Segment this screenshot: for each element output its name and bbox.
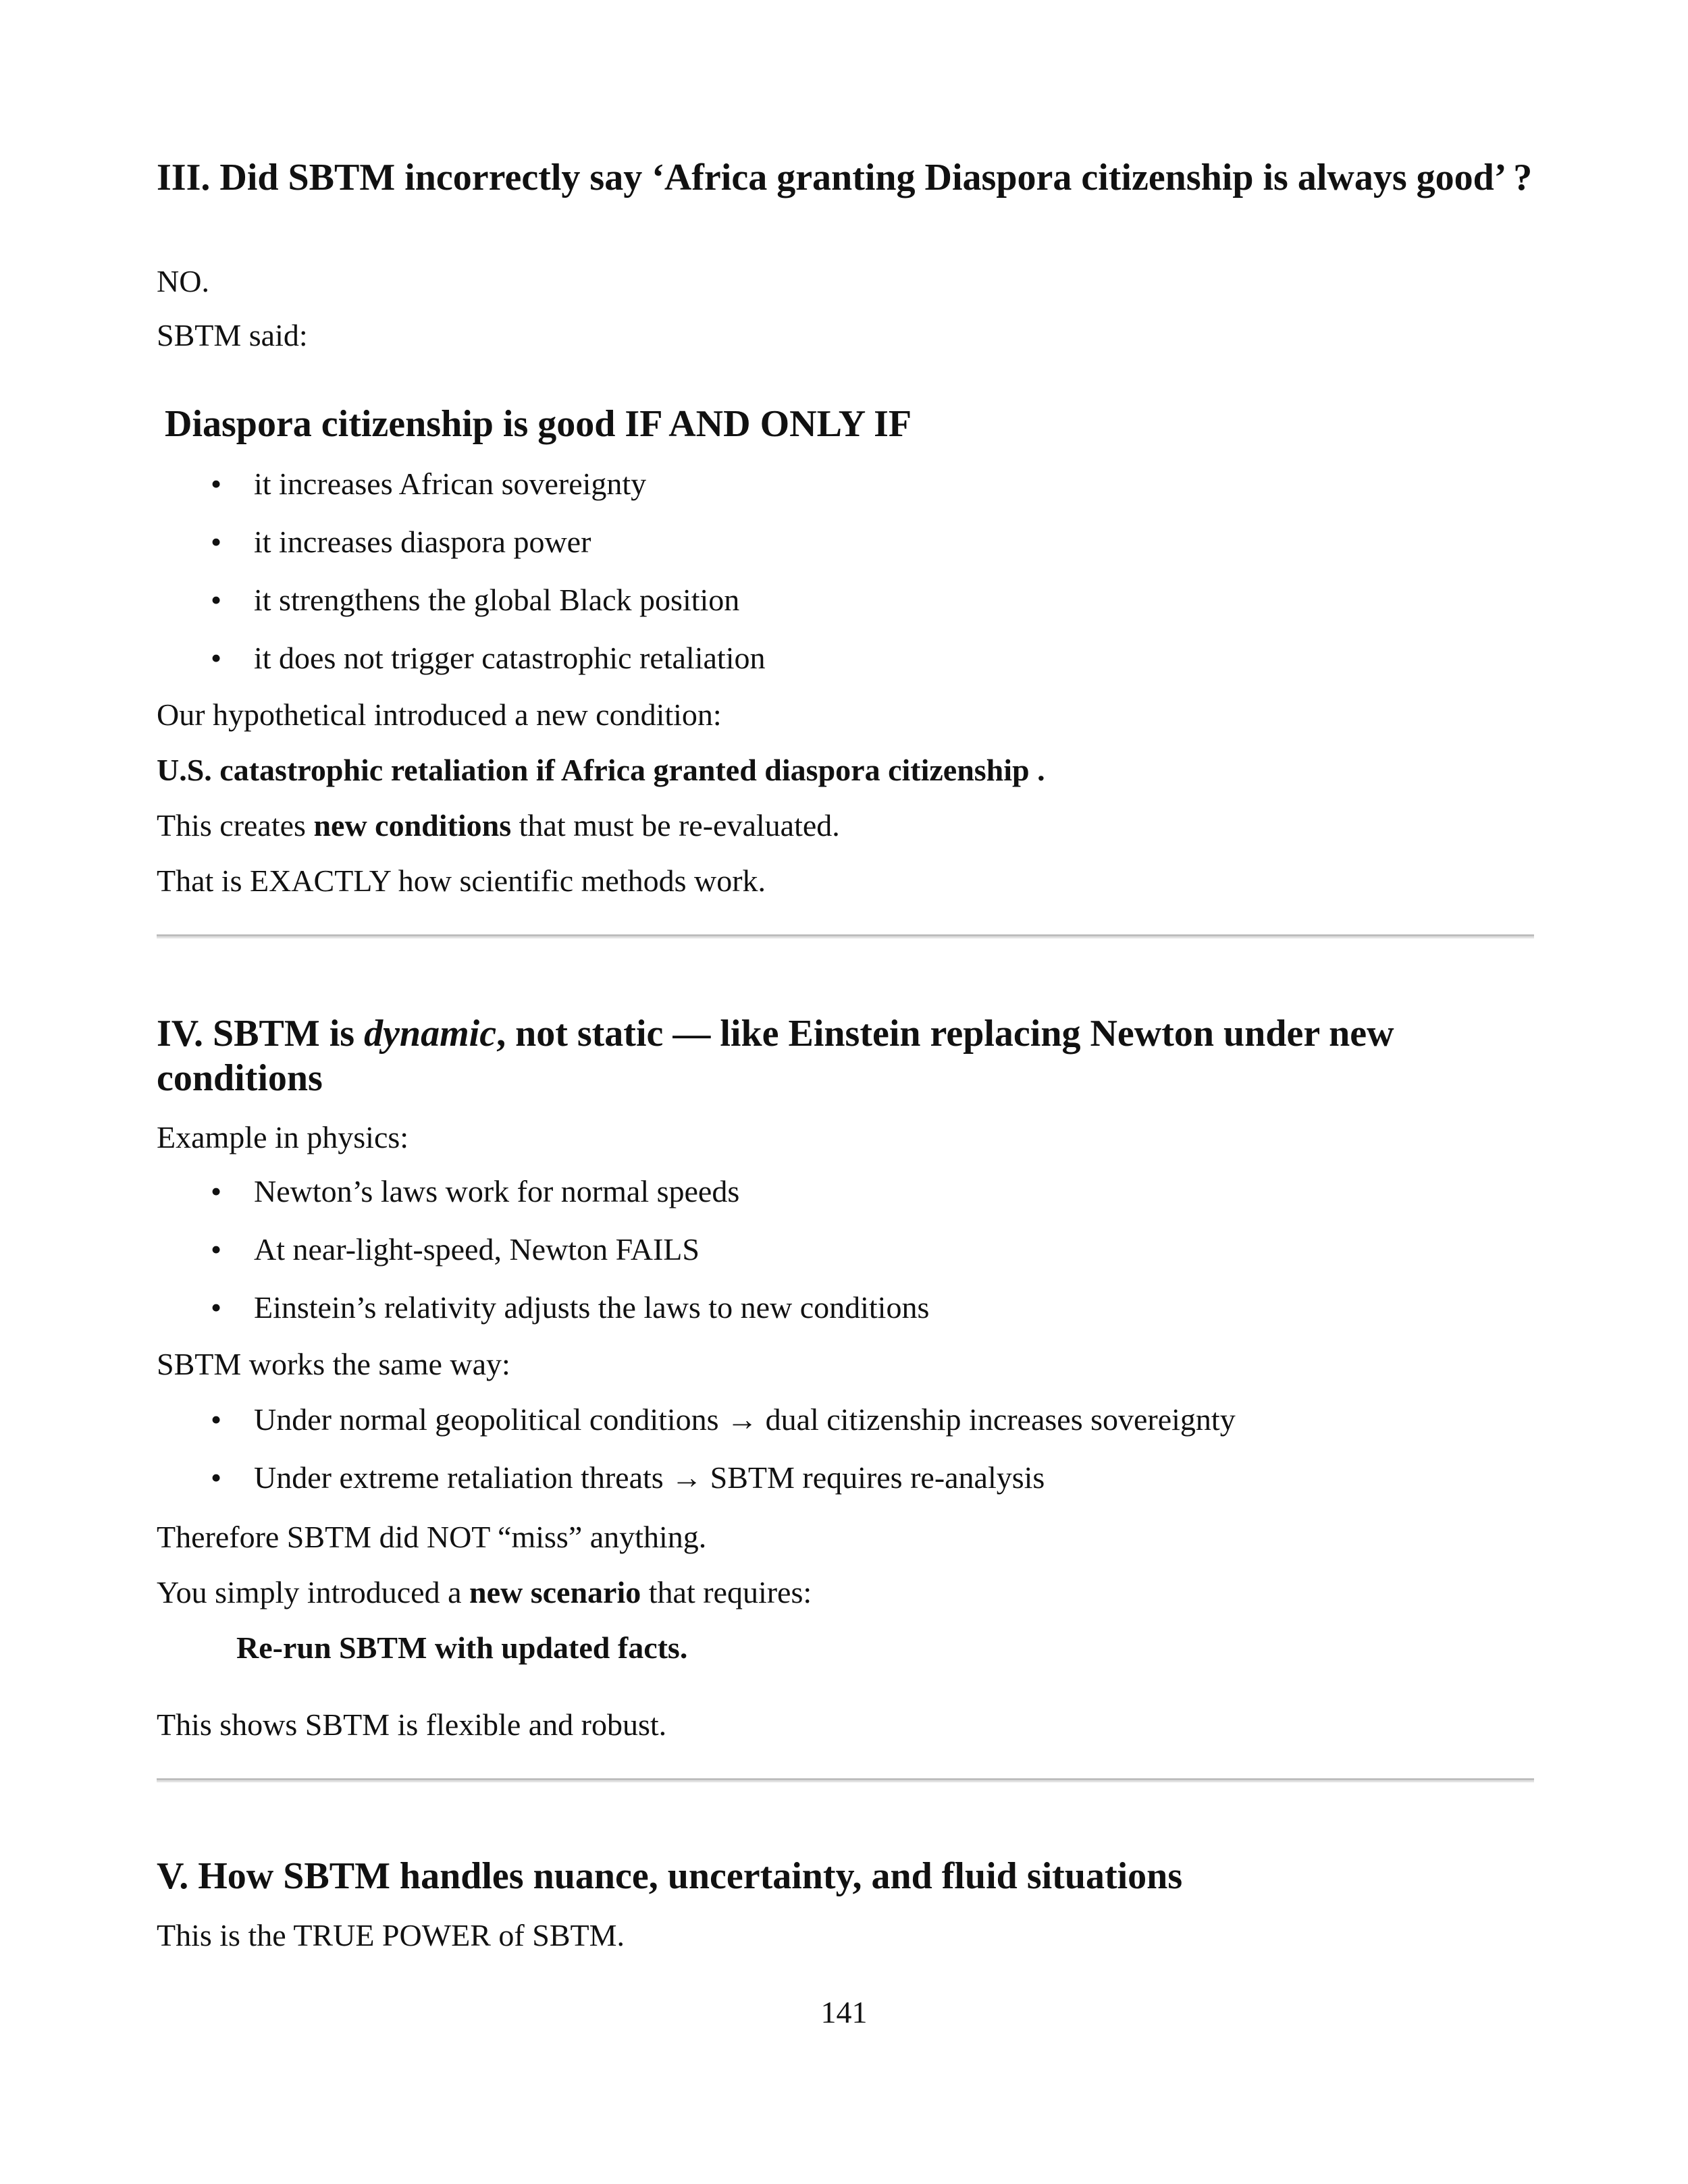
section-4-heading: IV. SBTM is dynamic, not static — like Einstein replacing Newton under new conditions bbox=[157, 1013, 1394, 1099]
bullet-icon: • bbox=[211, 1460, 222, 1495]
list-item: • Under extreme retaliation threats → SBTM requires re-analysis bbox=[211, 1460, 1045, 1495]
section-divider bbox=[157, 934, 1534, 938]
section-4-rerun-instruction: Re-run SBTM with updated facts. bbox=[236, 1630, 688, 1665]
section-3-paragraph-4: That is EXACTLY how scientific methods work. bbox=[157, 863, 766, 898]
list-item: • Under normal geopolitical conditions → dual citizenship increases sovereignty bbox=[211, 1402, 1236, 1437]
section-5-heading: V. How SBTM handles nuance, uncertainty, and fluid situations bbox=[157, 1855, 1183, 1897]
section-5-paragraph-1: This is the TRUE POWER of SBTM. bbox=[157, 1918, 625, 1952]
section-3-heading: III. Did SBTM incorrectly say ‘Africa granting Diaspora citizenship is always good’ ? bbox=[157, 157, 1533, 198]
section-4-physics-list bbox=[211, 1173, 929, 1326]
section-4-mid: SBTM works the same way: bbox=[157, 1347, 510, 1381]
section-3-condition-list bbox=[211, 466, 765, 676]
section-4-paragraph-3: This shows SBTM is flexible and robust. bbox=[157, 1707, 667, 1742]
list-item: • Einstein’s relativity adjusts the laws to new conditions bbox=[211, 1290, 930, 1325]
bullet-icon: • bbox=[211, 1232, 222, 1267]
list-item: • it increases diaspora power bbox=[211, 525, 591, 559]
bullet-icon: • bbox=[211, 525, 222, 559]
section-4-sbtm-list bbox=[211, 1402, 1236, 1496]
bullet-icon: • bbox=[211, 641, 222, 675]
bullet-icon: • bbox=[211, 1174, 222, 1208]
bullet-icon: • bbox=[211, 583, 222, 617]
section-3-answer: NO. bbox=[157, 264, 209, 298]
section-divider bbox=[157, 1778, 1534, 1782]
list-item: • At near-light-speed, Newton FAILS bbox=[211, 1232, 700, 1267]
page-number: 141 bbox=[820, 1995, 868, 2029]
section-3-paragraph-1: Our hypothetical introduced a new condition: bbox=[157, 697, 722, 732]
list-item: • Newton’s laws work for normal speeds bbox=[211, 1174, 740, 1208]
section-4-paragraph-2: You simply introduced a new scenario that requires: bbox=[157, 1575, 812, 1609]
bullet-icon: • bbox=[211, 467, 222, 501]
list-item: • it strengthens the global Black position bbox=[211, 583, 740, 617]
section-3-subheading: Diaspora citizenship is good IF AND ONLY IF bbox=[165, 403, 912, 445]
section-3-paragraph-3: This creates new conditions that must be re-evaluated. bbox=[157, 808, 840, 843]
list-item: • it does not trigger catastrophic retaliation bbox=[211, 641, 766, 675]
section-4-paragraph-1: Therefore SBTM did NOT “miss” anything. bbox=[157, 1520, 707, 1554]
bullet-icon: • bbox=[211, 1402, 222, 1437]
section-3-retaliation-statement: U.S. catastrophic retaliation if Africa granted diaspora citizenship . bbox=[157, 753, 1045, 787]
list-item: • it increases African sovereignty bbox=[211, 467, 647, 501]
section-3-said: SBTM said: bbox=[157, 318, 308, 352]
section-4-intro: Example in physics: bbox=[157, 1120, 409, 1154]
bullet-icon: • bbox=[211, 1290, 222, 1325]
